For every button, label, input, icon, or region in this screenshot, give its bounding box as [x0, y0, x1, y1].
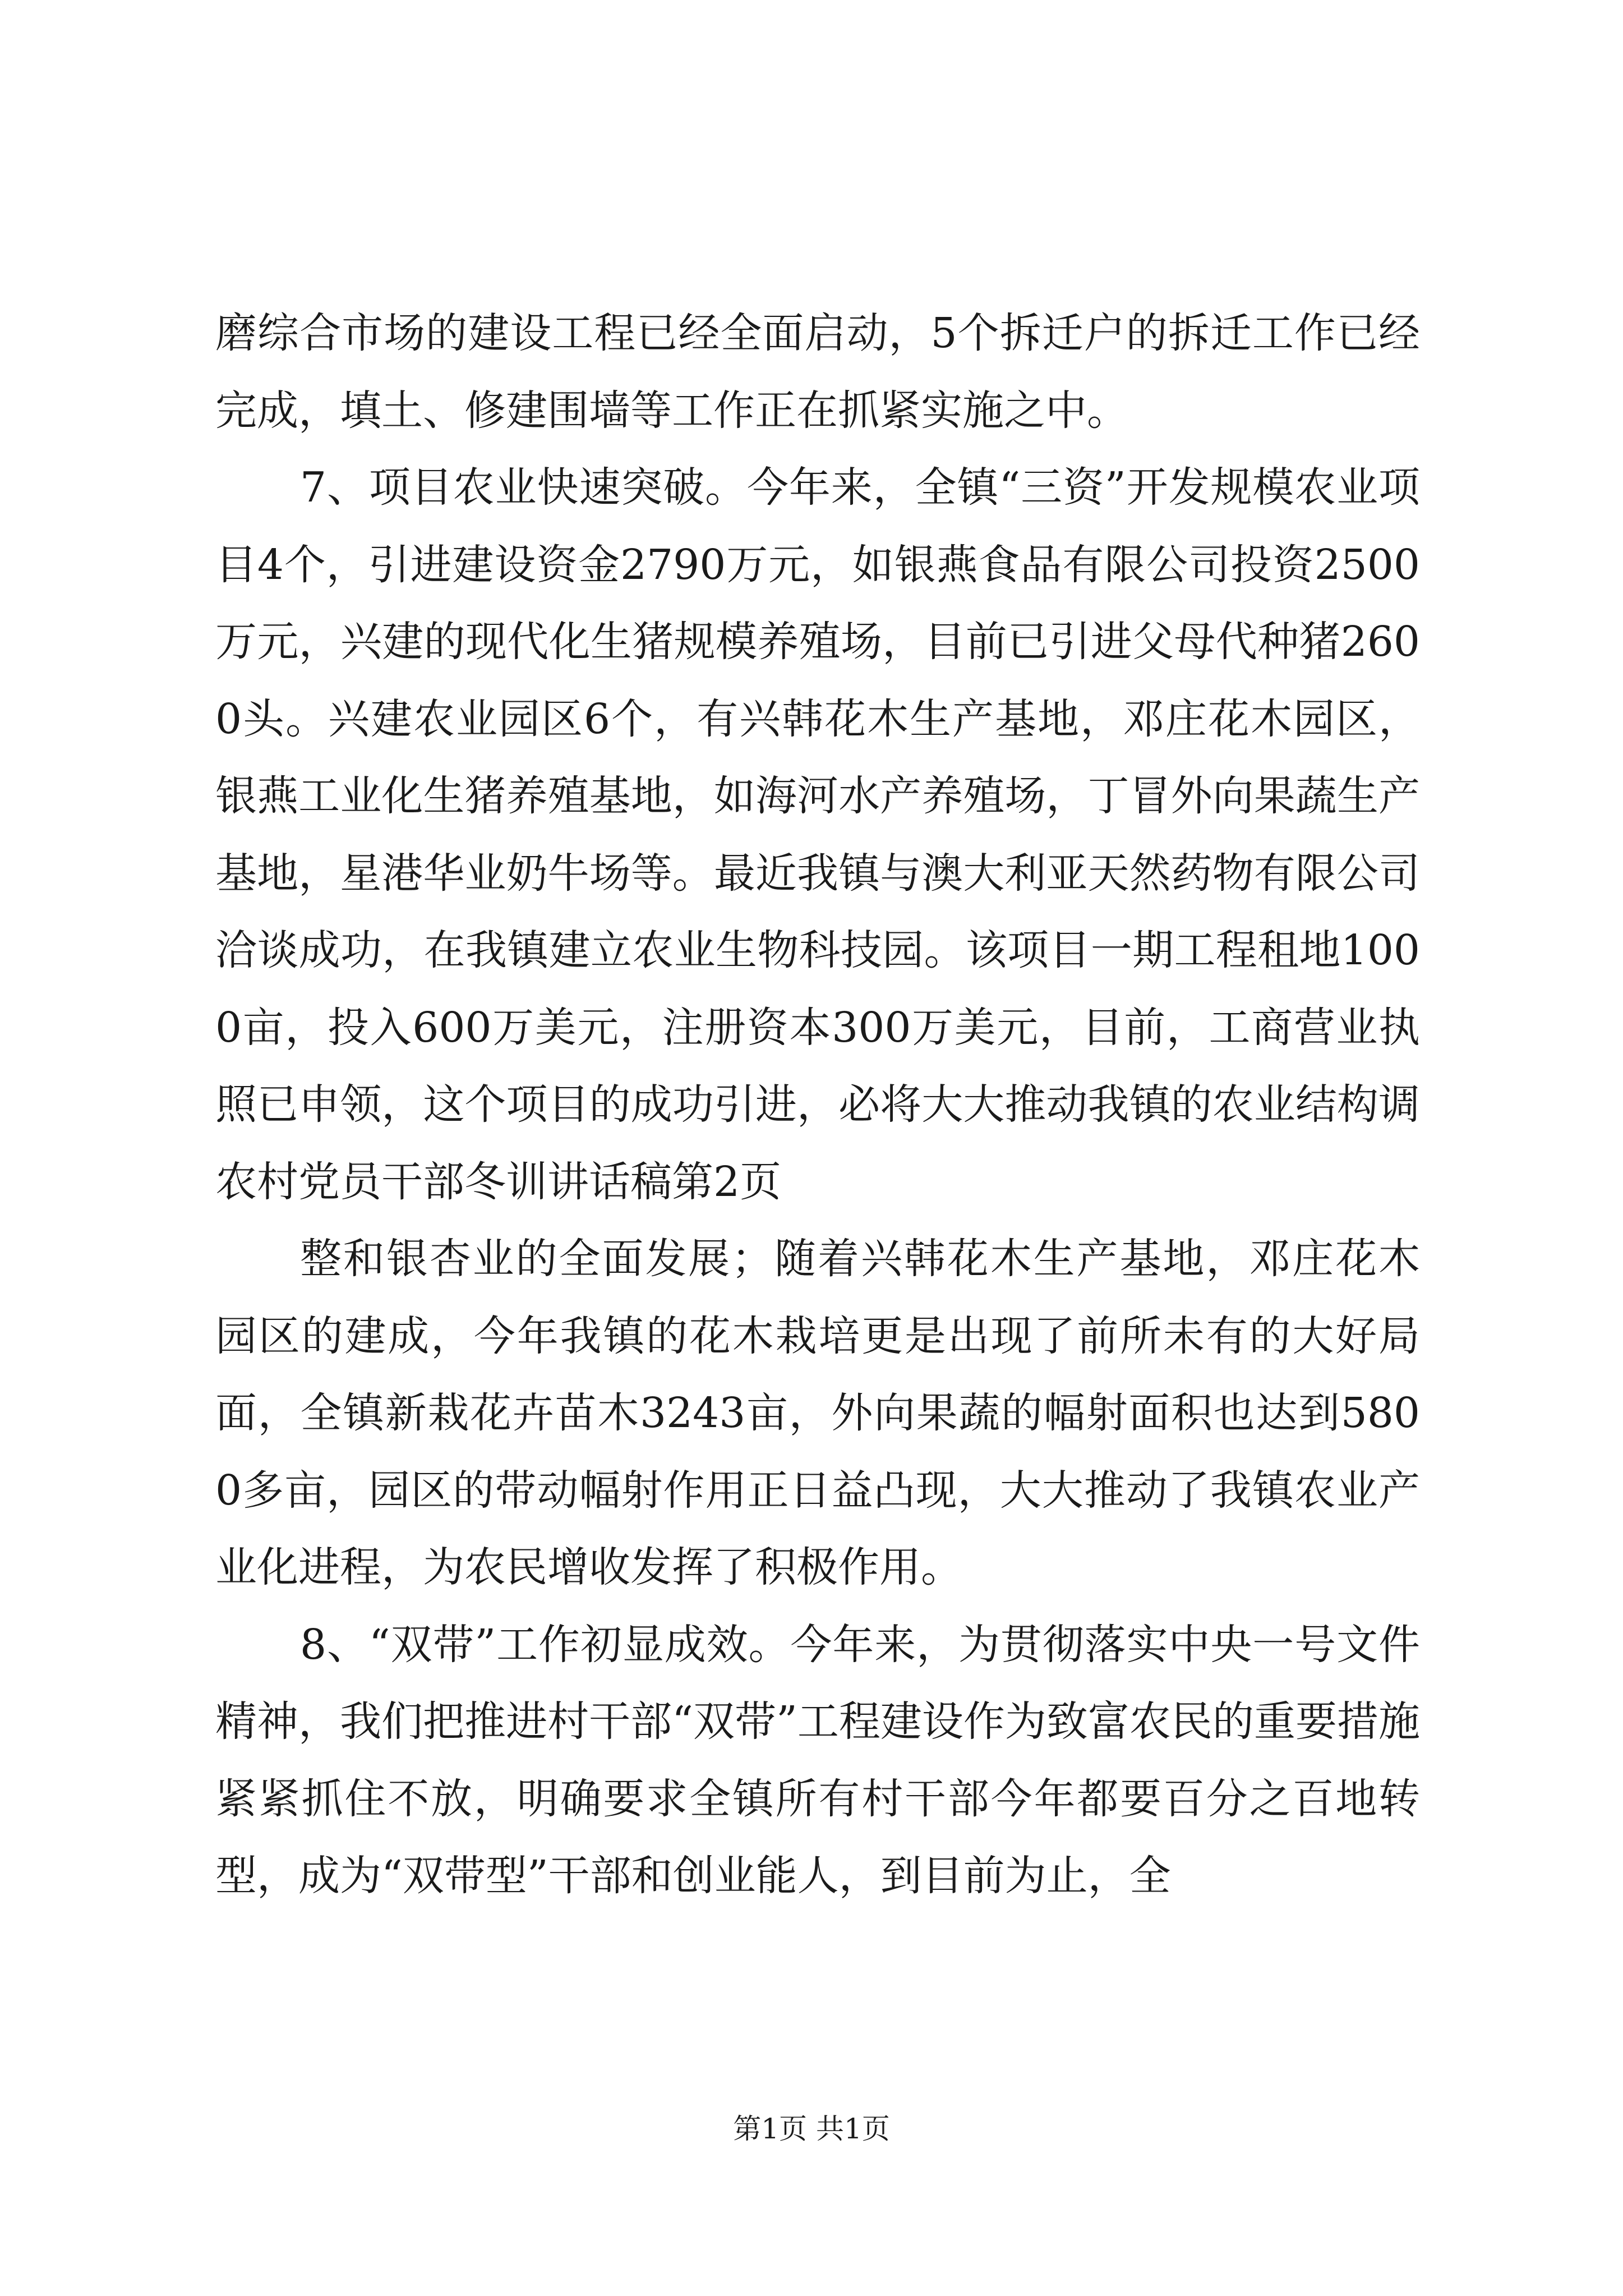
paragraph-item-7-continued: 整和银杏业的全面发展；随着兴韩花木生产基地，邓庄花木园区的建成，今年我镇的花木栽培更是出现了前所未有的大好局面，全镇新栽花卉苗木3243亩，外向果蔬的幅射面积也达到5800多亩，园区的带动幅射作用正日益凸现，大大推动了我镇农业产业化进程，为农民增收发挥了积极作用。	[215, 1235, 1420, 1591]
page-footer: 第1页 共1页	[733, 2113, 890, 2145]
document-body	[215, 295, 1420, 1915]
paragraph-item-7: 7、项目农业快速突破。今年来，全镇“三资”开发规模农业项目4个，引进建设资金2790万元，如银燕食品有限公司投资2500万元，兴建的现代化生猪规模养殖场，目前已引进父母代种猪2600头。兴建农业园区6个，有兴韩花木生产基地，邓庄花木园区，银燕工业化生猪养殖基地，如海河水产养殖场，丁冒外向果蔬生产基地，星港华业奶牛场等。最近我镇与澳大利亚天然药物有限公司洽谈成功，在我镇建立农业生物科技园。该项目一期工程租地1000亩，投入600万美元，注册资本300万美元，目前，工商营业执照已申领，这个项目的成功引进，必将大大推动我镇的农业结构调农村党员干部冬训讲话稿第2页	[215, 463, 1420, 1206]
paragraph-continuation: 磨综合市场的建设工程已经全面启动，5个拆迁户的拆迁工作已经完成，填土、修建围墙等工作正在抓紧实施之中。	[215, 309, 1420, 435]
paragraph-item-8: 8、“双带”工作初显成效。今年来，为贯彻落实中央一号文件精神，我们把推进村干部“双带”工程建设作为致富农民的重要措施紧紧抓住不放，明确要求全镇所有村干部今年都要百分之百地转型，成为“双带型”干部和创业能人，到目前为止，全	[215, 1620, 1420, 1900]
